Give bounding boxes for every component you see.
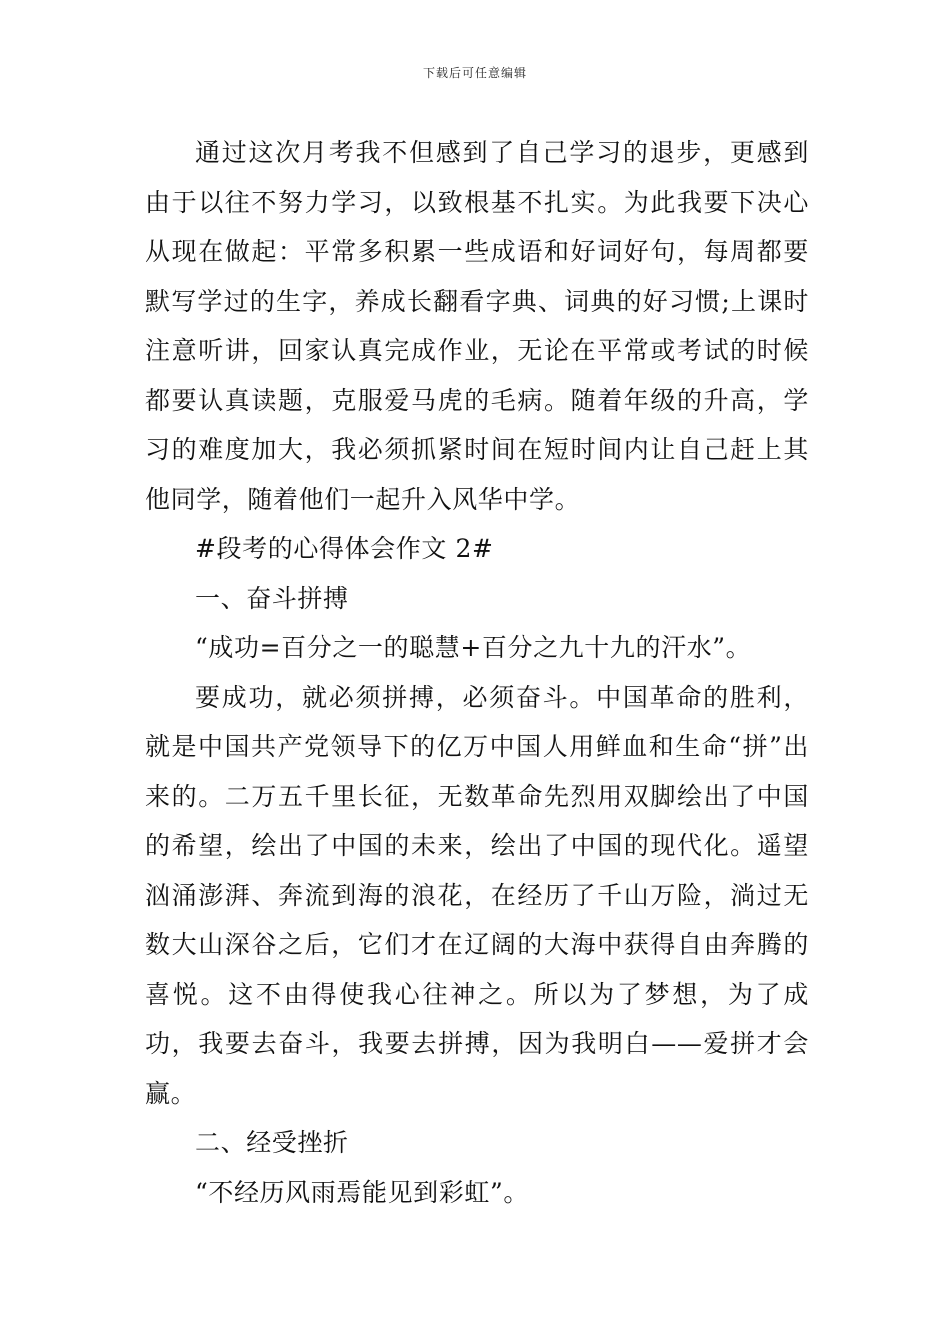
quote-success: “成功=百分之一的聪慧+百分之九十九的汗水”。 — [195, 633, 752, 662]
heading-setbacks: 二、经受挫折 — [195, 1128, 349, 1157]
document-body — [145, 128, 809, 1217]
section-title: #段考的心得体会作文 2# — [195, 534, 494, 563]
quote-rainbow: “不经历风雨焉能见到彩虹”。 — [195, 1177, 529, 1207]
paragraph-struggle: 要成功，就必须拼搏，必须奋斗。中国革命的胜利，就是中国共产党领导下的亿万中国人用鲜血和生命“拼”出来的。二万五千里长征，无数革命先烈用双脚绘出了中国的希望，绘出了中国的未来，绘出了中国的现代化。遥望汹涌澎湃、奔流到海的浪花，在经历了千山万险，淌过无数大山深谷之后，它们才在辽阔的大海中获得自由奔腾的喜悦。这不由得使我心往神之。所以为了梦想，为了成功，我要去奋斗，我要去拼搏，因为我明白——爱拼才会赢。 — [145, 682, 809, 1108]
heading-struggle: 一、奋斗拼搏 — [195, 583, 349, 613]
paragraph-study-reflection: 通过这次月考我不但感到了自己学习的退步，更感到由于以往不努力学习，以致根基不扎实。为此我要下决心从现在做起：平常多积累一些成语和好词好句，每周都要默写学过的生字，养成长翻看字典、词典的好习惯;上课时注意听讲，回家认真完成作业，无论在平常或考试的时候都要认真读题，克服爱马虎的毛病。随着年级的升高，学习的难度加大，我必须抓紧时间在短时间内让自己赶上其他同学，随着他们一起升入风华中学。 — [145, 138, 809, 514]
header-note: 下载后可任意编辑 — [422, 66, 527, 80]
